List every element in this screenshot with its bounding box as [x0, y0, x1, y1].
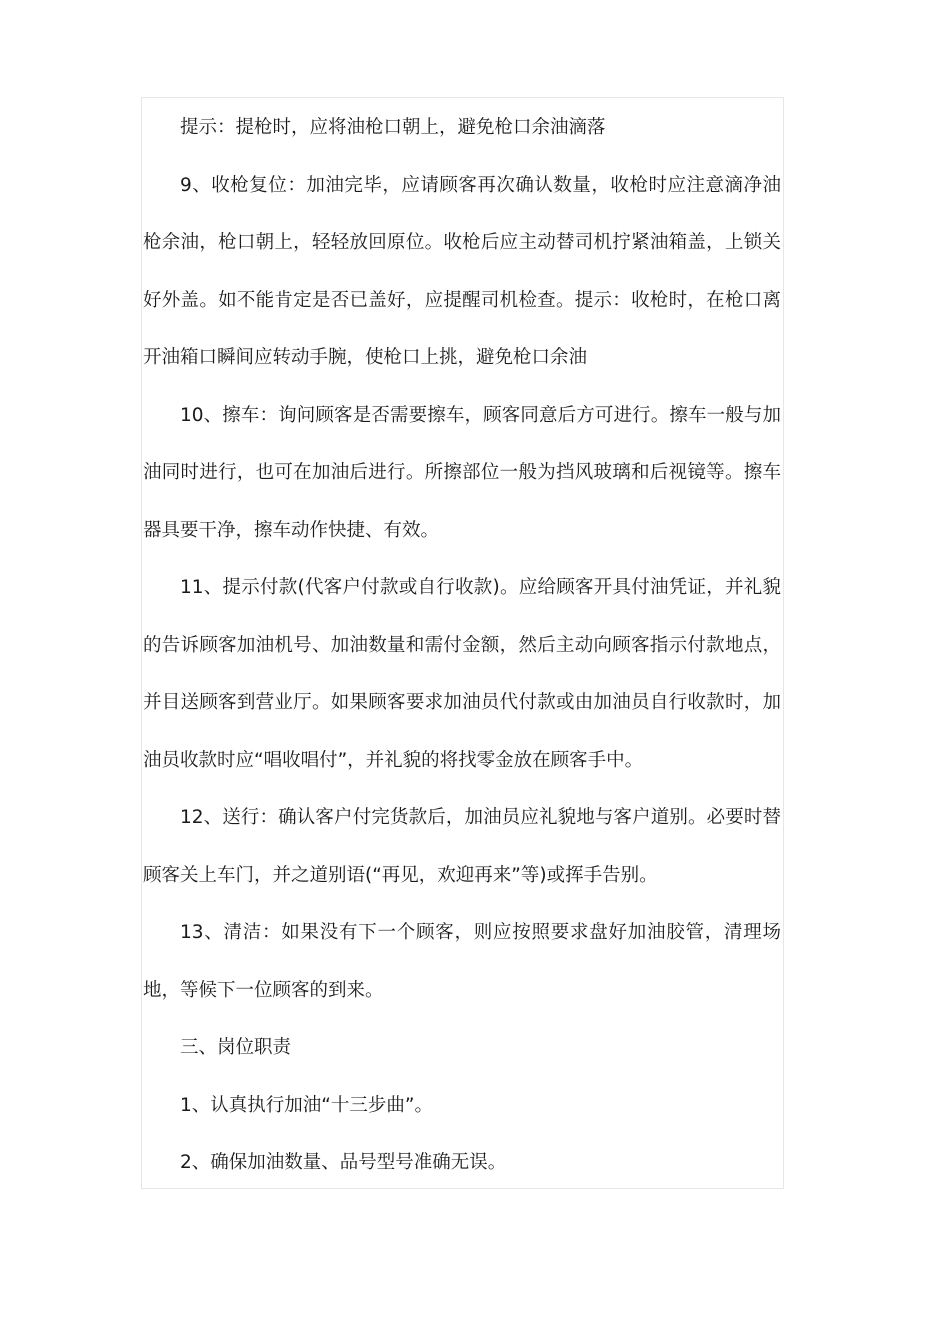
- duty-item-2: 2、确保加油数量、品号型号准确无误。: [180, 1152, 507, 1173]
- duty-item-1: 1、认真执行加油“十三步曲”。: [180, 1094, 433, 1116]
- paragraph-step-11: 11、提示付款(代客户付款或自行收款)。应给顾客开具付油凭证，并礼貌的告诉顾客加油机号、加油数量和需付金额，然后主动向顾客指示付款地点，并目送顾客到营业厅。如果顾客要求加油员代付款或由加油员自行收款时，加油员收款时应“唱收唱付”，并礼貌的将找零金放在顾客手中。: [143, 577, 781, 771]
- paragraph-tip-lift-nozzle: 提示：提枪时，应将油枪口朝上，避免枪口余油滴落: [180, 117, 606, 138]
- paragraph-step-12: 12、送行：确认客户付完货款后，加油员应礼貌地与客户道别。必要时替顾客关上车门，并之道别语(“再见，欢迎再来”等)或挥手告别。: [143, 807, 781, 886]
- document-body: [143, 99, 781, 1192]
- paragraph-step-9: 9、收枪复位：加油完毕，应请顾客再次确认数量，收枪时应注意滴净油枪余油，枪口朝上，轻轻放回原位。收枪后应主动替司机拧紧油箱盖，上锁关好外盖。如不能肯定是否已盖好，应提醒司机检查。提示：收枪时，在枪口离开油箱口瞬间应转动手腕，使枪口上挑，避免枪口余油: [143, 174, 781, 368]
- paragraph-step-13: 13、清洁：如果没有下一个顾客，则应按照要求盘好加油胶管，清理场地，等候下一位顾客的到来。: [143, 922, 781, 1001]
- paragraph-step-10: 10、擦车：询问顾客是否需要擦车，顾客同意后方可进行。擦车一般与加油同时进行，也可在加油后进行。所擦部位一般为挡风玻璃和后视镜等。擦车器具要干净，擦车动作快捷、有效。: [143, 404, 781, 541]
- section-heading-duties: 三、岗位职责: [180, 1037, 292, 1058]
